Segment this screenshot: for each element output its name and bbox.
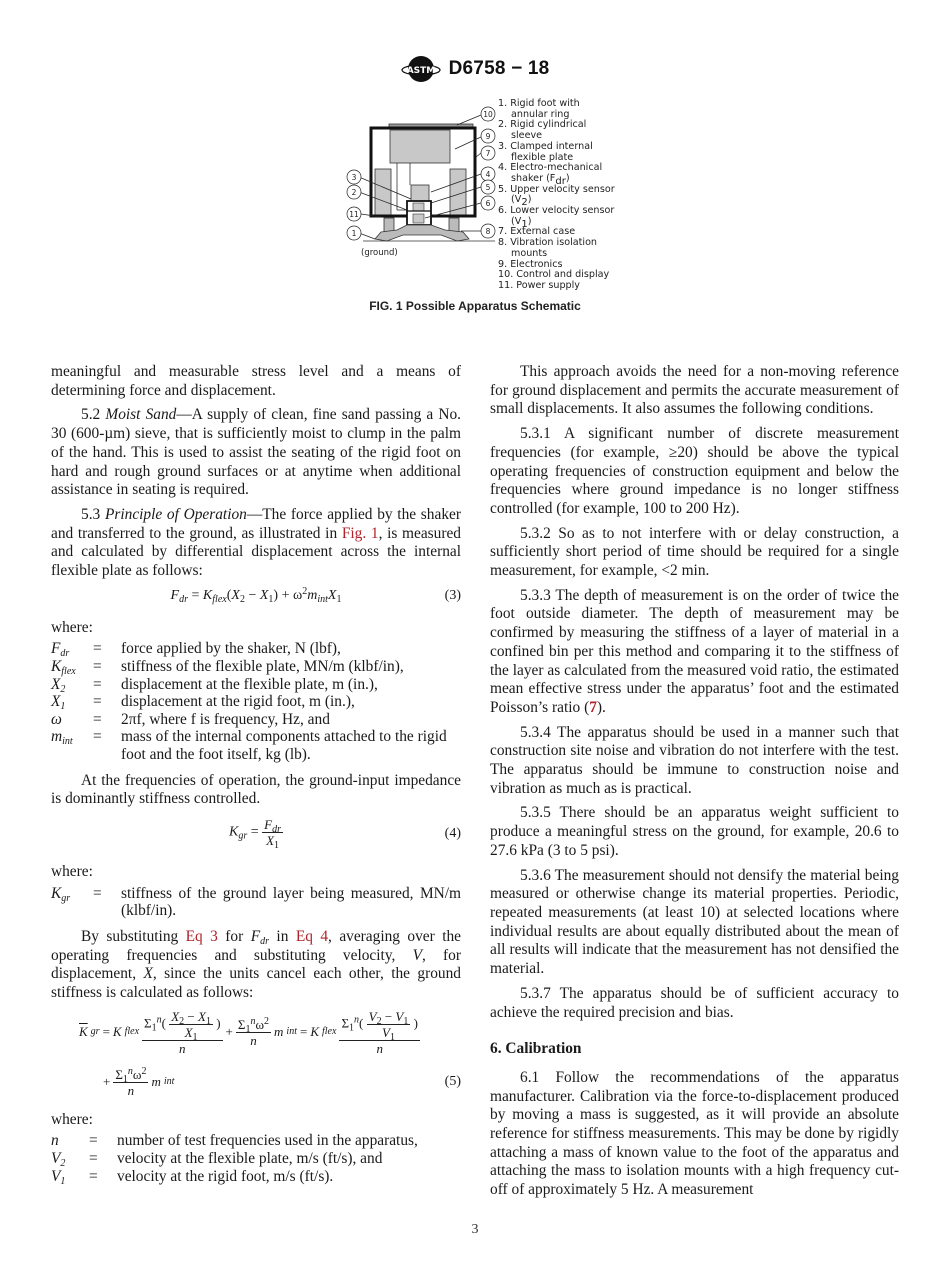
legend-item: 8. Vibration isolation xyxy=(498,237,598,249)
figure-caption: FIG. 1 Possible Apparatus Schematic xyxy=(369,299,581,313)
paragraph: This approach avoids the need for a non-moving reference for ground displacement and permits the accurate measurement of small displacements. It also assumes the following conditions. xyxy=(490,363,899,418)
paragraph: At the frequencies of operation, the ground-input impedance is dominantly stiffness controlled. xyxy=(51,771,461,808)
definition-row: $X_2$ = displacement at the flexible plate, m (in.), xyxy=(51,675,378,695)
definition-row: n = number of test frequencies used in the apparatus, xyxy=(51,1132,418,1150)
page-number: 3 xyxy=(471,1222,479,1237)
callout-3: 3 xyxy=(351,173,357,182)
astm-logo-icon xyxy=(401,54,441,84)
definition-row: $V_1$ = velocity at the rigid foot, m/s (ft/s). xyxy=(51,1167,334,1187)
legend-item: 1. Rigid foot with xyxy=(498,98,580,109)
document-id: D6758 − 18 xyxy=(448,58,550,79)
callout-7: 7 xyxy=(485,149,491,158)
reference-7-link[interactable]: 7 xyxy=(589,698,597,716)
legend-item: 3. Clamped internal xyxy=(498,140,593,152)
figure-legend: 1. Rigid foot with annular ring 2. Rigid cylindrical sleeve 3. Clamped internal flexible plate 4. Electro-mechanical shaker $(F_{dr})$ 5. Upper velocity sensor $(V_2)$ 6. Lower velocity sensor $(V_1)$ 7. External case 8. Vibration isolation mounts 9. Electronics 10. Control and display 11. Power supply xyxy=(498,98,615,291)
paragraph-5-3-7: 5.3.7 The apparatus should be of sufficient accuracy to achieve the required precision and bias. xyxy=(490,984,899,1021)
where-label: where: xyxy=(51,618,93,636)
where-label: where: xyxy=(51,863,93,880)
left-column xyxy=(51,363,461,1193)
legend-item: 11. Power supply xyxy=(498,279,580,291)
variable-definitions-eq4 xyxy=(51,885,461,920)
callout-8: 8 xyxy=(485,227,491,236)
legend-item: 6. Lower velocity sensor xyxy=(498,205,615,217)
eq-4-link[interactable]: Eq 4 xyxy=(295,927,329,945)
section-heading-calibration: 6. Calibration xyxy=(490,1040,582,1058)
definition-row: ω = 2πf, where f is frequency, Hz, and xyxy=(51,710,330,728)
paragraph-5-2: 5.2 Moist Sand—A supply of clean, fine sand passing a No. 30 (600-µm) sieve, that is sufficiently moist to clump in the palm of the hand. This is used to assist the seating of the rigid foot on hard and rough ground surfaces or at anytime when additional assistance in seating is required. xyxy=(51,406,462,499)
paragraph-5-3-2: 5.3.2 So as to not interfere with or delay construction, a sufficiently short period of time should be required for a single measurement, for example, <2 min. xyxy=(490,524,899,580)
ground-label: (ground) xyxy=(361,248,398,258)
definition-row: $F_{dr}$ = force applied by the shaker, N (lbf), xyxy=(51,640,341,660)
variable-definitions-eq5 xyxy=(51,1132,461,1185)
definition-row: $V_2$ = velocity at the flexible plate, m/s (ft/s), and xyxy=(51,1150,383,1169)
equation-4: $K_{gr}$ = $\frac{F_{dr}}{X_1}$ (4) xyxy=(228,817,461,851)
paragraph-5-3-5: 5.3.5 There should be an apparatus weight sufficient to produce a meaningful stress on the ground, for example, 20.6 to 27.6 kPa (3 to 5 psi). xyxy=(490,804,899,859)
paragraph-5-3-4: 5.3.4 The apparatus should be used in a manner such that construction site noise and vibration do not interfere with the test. The apparatus should be immune to construction noise and vibration as much as is practical. xyxy=(490,723,899,797)
svg-text:ASTM: ASTM xyxy=(406,66,435,76)
callout-9: 9 xyxy=(485,132,491,141)
callout-11: 11 xyxy=(349,210,359,219)
paragraph-5-3-6: 5.3.6 The measurement should not densify the material being measured or otherwise change its material properties. Periodic, repeated measurements (at least 10) at selected locations where individual results are about equally distributed about the mean of all results will indicate that the measurement has not densified the material. xyxy=(490,866,899,978)
legend-item: 2. Rigid cylindrical xyxy=(498,119,587,131)
where-label: where: xyxy=(51,1110,93,1128)
paragraph-5-3-3: 5.3.3 The depth of measurement is on the order of twice the foot outside diameter. The depth of measurement may be confirmed by measuring the stiffness of a layer of material in a confined bin per this method and comparing it to the stiffness of the layer as calculated from the measured void ratio, the estimated mean effective stress under the apparatus’ foot and the estimated Poisson’s ratio (7). xyxy=(490,586,899,716)
equation-5: $\overline{K}$ gr = K flex $\Sigma_1^n$( $\frac{X_2 - X_1}{X_1}$ ) n + $\frac{\Sigma_1^n\omega^2}{n}$ m int = K flex $\Sigma_1^n$( $\frac{V_2 - V_1}{V_1}$ ) n + $\frac{\Sigma_1^n\omega^2}{n}$ m int (5) xyxy=(79,1008,461,1098)
legend-item: 10. Control and display xyxy=(498,269,610,281)
paragraph-5-3-1: 5.3.1 A significant number of discrete measurement frequencies (for example, ≥20) should be above the typical operating frequencies of construction equipment and below the frequencies where ground impedance is no longer stiffness controlled (for example, 100 to 200 Hz). xyxy=(490,425,899,517)
callout-6: 6 xyxy=(485,199,491,208)
callout-2: 2 xyxy=(351,188,357,197)
definition-row: $K_{gr}$ = stiffness of the ground layer being measured, MN/m (klbf/in). xyxy=(51,884,461,920)
callout-5: 5 xyxy=(485,183,491,192)
equation-3: $F_{dr} = K_{flex}(X_2 - X_1) + \omega^2m_{int}X_1$ (3) xyxy=(170,585,461,605)
fig-1-link[interactable]: Fig. 1 xyxy=(341,524,379,542)
eq-3-link[interactable]: Eq 3 xyxy=(185,927,218,945)
right-column xyxy=(490,363,899,1206)
paragraph-6-1: 6.1 Follow the recommendations of the apparatus manufacturer. Calibration via the force-to-displacement produced by moving a mass is suggested, as it will provide an absolute reference for stiffness measurements. This may be done by rigidly attaching a mass of known value to the foot of the apparatus and attaching the mass to isolation mounts with a high frequency cut-off of approximately 5 Hz. A measurement xyxy=(490,1068,899,1199)
paragraph: meaningful and measurable stress level and a means of determining force and displacement. xyxy=(51,363,461,399)
callout-4: 4 xyxy=(485,170,491,179)
definition-row: $m_{int}$ = mass of the internal components attached to the rigid foot and the foot itself, kg (lb). xyxy=(51,728,447,763)
callout-10: 10 xyxy=(483,110,493,119)
legend-item: 9. Electronics xyxy=(498,258,563,270)
legend-item: 7. External case xyxy=(498,226,576,238)
legend-item: 5. Upper velocity sensor xyxy=(498,183,615,195)
legend-item: 4. Electro-mechanical xyxy=(498,162,603,174)
callout-1: 1 xyxy=(351,229,357,238)
paragraph: By substituting Eq 3 for $F_{dr}$ in Eq 4, averaging over the operating frequencies and substituting velocity, V, for displacement, X, since the units cancel each other, the ground stiffness is calculated as follows: xyxy=(51,927,461,1001)
definition-row: $K_{flex}$ = stiffness of the flexible plate, MN/m (klbf/in), xyxy=(51,658,404,678)
paragraph-5-3: 5.3 Principle of Operation—The force applied by the shaker and transferred to the ground, as illustrated in Fig. 1, is measured and calculated by differential displacement across the internal flexible plate as follows: xyxy=(51,505,462,580)
variable-definitions-eq3 xyxy=(51,640,461,763)
definition-row: $X_1$ = displacement at the rigid foot, m (in.), xyxy=(51,693,355,713)
document-header xyxy=(0,52,950,86)
